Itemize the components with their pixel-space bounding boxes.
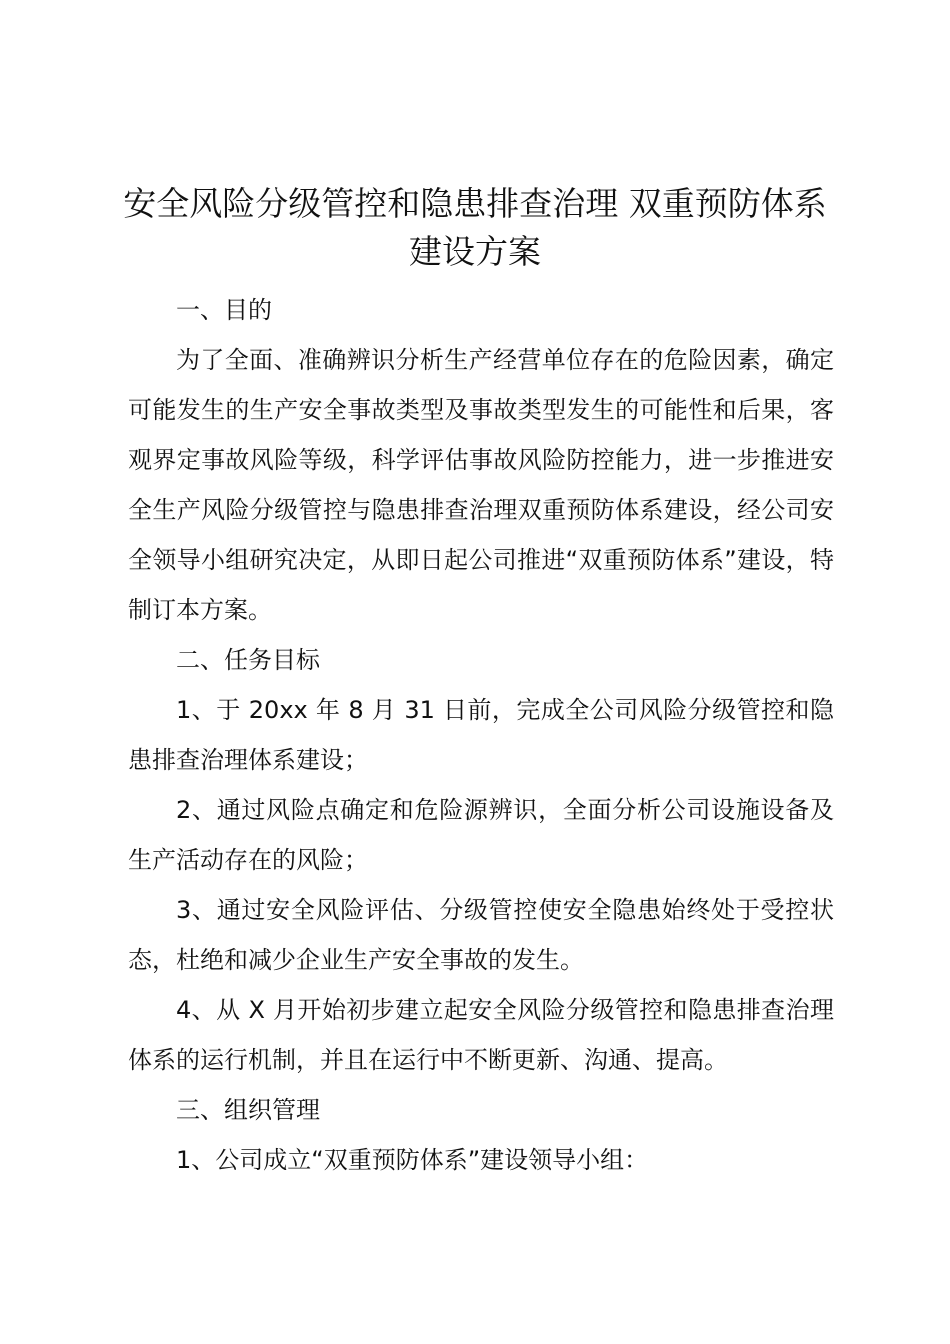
task-goal-item-4: 4、从 X 月开始初步建立起安全风险分级管控和隐患排查治理体系的运行机制，并且在运行中不断更新、沟通、提高。 (128, 996, 834, 1074)
organization-item-1: 1、公司成立“双重预防体系”建设领导小组： (176, 1146, 649, 1174)
purpose-paragraph: 为了全面、准确辨识分析生产经营单位存在的危险因素，确定可能发生的生产安全事故类型及事故类型发生的可能性和后果，客观界定事故风险等级，科学评估事故风险防控能力，进一步推进安全生产风险分级管控与隐患排查治理双重预防体系建设，经公司安全领导小组研究决定，从即日起公司推进“双重预防体系”建设，特制订本方案。 (128, 346, 834, 624)
task-goal-item-2: 2、通过风险点确定和危险源辨识，全面分析公司设施设备及生产活动存在的风险； (128, 796, 834, 874)
document-body (128, 285, 834, 1185)
section-heading-organization: 三、组织管理 (176, 1096, 320, 1124)
document-title: 安全风险分级管控和隐患排查治理 双重预防体系建设方案 (123, 184, 827, 271)
task-goal-item-1: 1、于 20xx 年 8 月 31 日前，完成全公司风险分级管控和隐患排查治理体系建设； (128, 696, 834, 774)
section-heading-purpose: 一、目的 (176, 296, 272, 324)
section-heading-task-goals: 二、任务目标 (176, 646, 320, 674)
task-goal-item-3: 3、通过安全风险评估、分级管控使安全隐患始终处于受控状态，杜绝和减少企业生产安全事故的发生。 (128, 896, 834, 974)
